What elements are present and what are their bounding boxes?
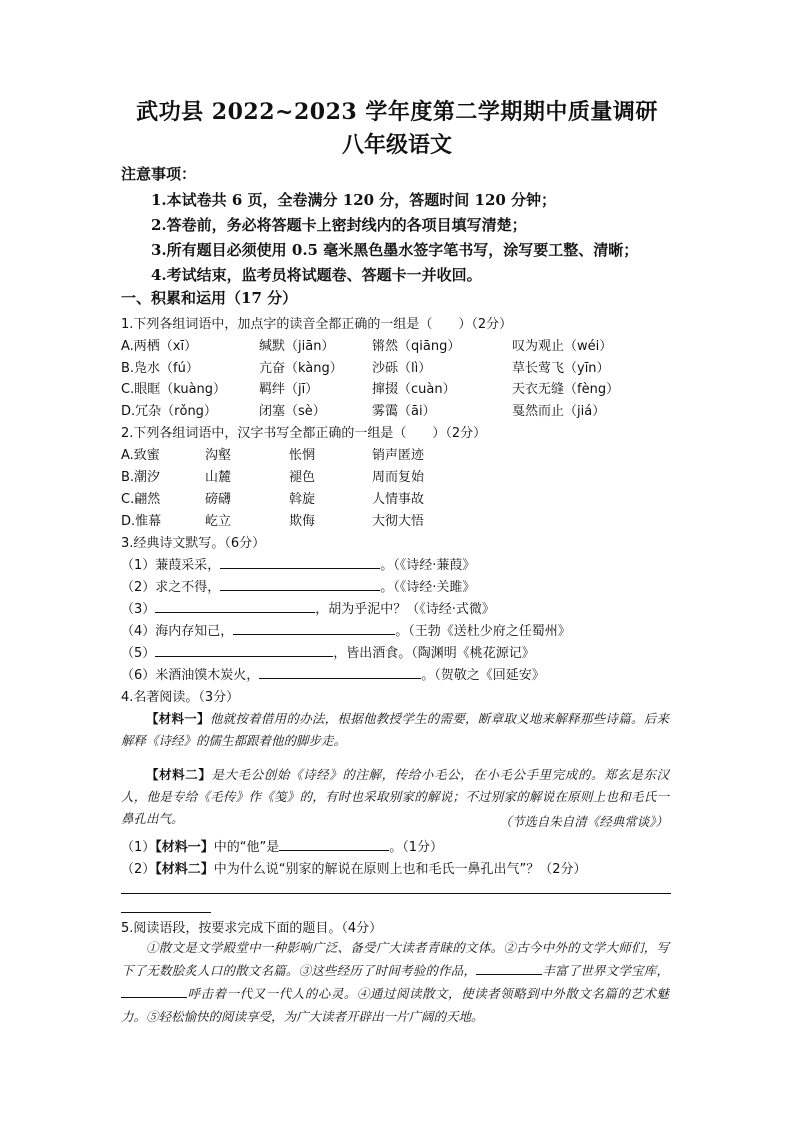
- q2-option: B.潮汐: [121, 470, 161, 485]
- recitation-line: [121, 642, 535, 661]
- note-item: 2.答卷前，务必将答题卡上密封线内的各项目填写清楚；: [151, 216, 527, 234]
- question-5-stem: 5.阅读语段，按要求完成下面的题目。（4分）: [121, 921, 383, 936]
- answer-blank[interactable]: [279, 838, 389, 851]
- passage-text: 呼击着一代又一代人的心灵。④通过阅读散文，使读者领略到中外散文名篇的艺术魅力。⑤轻松愉快的阅读享受，为广大读者开辟出一片广阔的天地。: [121, 986, 669, 1024]
- answer-blank[interactable]: [155, 644, 333, 657]
- material-2-label: 【材料二】: [146, 767, 212, 782]
- question-2-stem: 2.下列各组词语中，汉字书写全都正确的一组是（ ）（2分）: [121, 426, 487, 441]
- q1-option: 戛然而止（jiá）: [512, 404, 606, 419]
- q1-option: 亢奋（kàng）: [259, 361, 343, 376]
- recitation-prefix: （2）求之不得，: [121, 580, 221, 595]
- recitation-prefix: （4）海内存知己，: [121, 624, 234, 639]
- q2-option: 人情事故: [372, 492, 425, 507]
- q2-option: 欺侮: [289, 514, 316, 529]
- q1-option: 天衣无缝（fèng）: [512, 382, 620, 397]
- q1-option: 闭塞（sè）: [259, 404, 326, 419]
- answer-line[interactable]: [121, 912, 211, 913]
- recitation-suffix: 。（《诗经·蒹葭》: [380, 558, 476, 573]
- recitation-line: [121, 664, 545, 683]
- q1-option: C.眼眶（kuàng）: [121, 382, 227, 397]
- section-title: 一、积累和运用（17 分）: [121, 289, 298, 307]
- q2-option: 磅礴: [205, 492, 232, 507]
- q1-option: 锵然（qiāng）: [372, 339, 461, 354]
- recitation-suffix: 。（《诗经·关雎》: [380, 580, 476, 595]
- recitation-prefix: （3）: [121, 602, 156, 617]
- q2-option: 怅惘: [289, 448, 316, 463]
- q2-option: C.翩然: [121, 492, 161, 507]
- q1-option: 缄默（jiān）: [259, 339, 335, 354]
- q1-option: 羁绊（jī）: [259, 382, 319, 397]
- recitation-suffix: ，胡为乎泥中？（《诗经·式微》: [315, 602, 495, 617]
- answer-blank[interactable]: [259, 666, 421, 679]
- question-3-stem: 3.经典诗文默写。（6分）: [121, 536, 266, 551]
- answer-blank[interactable]: [220, 556, 380, 569]
- recitation-line: [121, 576, 475, 595]
- question-1-stem: 1.下列各组词语中，加点字的读音全都正确的一组是（ ）（2分）: [121, 317, 513, 332]
- sub-text: 中的“他”是: [213, 840, 280, 855]
- sub-score: 。（1分）: [389, 840, 444, 855]
- q4-subquestion-2: [121, 858, 587, 877]
- q2-option: 斡旋: [289, 492, 316, 507]
- q2-option: 褪色: [289, 470, 316, 485]
- material-1-text: 他就按着借用的办法，根据他教授学生的需要，断章取义地来解释那些诗篇。后来解释《诗经》的儒生都跟着他的脚步走。: [121, 711, 669, 748]
- sub-number: （2）: [121, 862, 156, 877]
- note-item: 3.所有题目必须使用 0.5 毫米黑色墨水签字笔书写，涂写要工整、清晰；: [151, 241, 639, 259]
- answer-blank[interactable]: [121, 985, 187, 998]
- recitation-prefix: （5）: [121, 646, 156, 661]
- q2-option: 山麓: [205, 470, 232, 485]
- answer-blank[interactable]: [233, 622, 395, 635]
- q4-subquestion-1: [121, 836, 443, 855]
- passage-text: 丰富了世界文学宝库，: [542, 963, 669, 978]
- material-1-label: 【材料一】: [146, 711, 210, 726]
- reading-passage: [121, 936, 669, 1028]
- sub-material-label: 【材料二】: [155, 862, 214, 877]
- recitation-suffix: 。（王勃《送杜少府之任蜀州》: [395, 624, 571, 639]
- recitation-line: [121, 620, 571, 639]
- q1-option: 叹为观止（wéi）: [512, 339, 613, 354]
- answer-line[interactable]: [121, 893, 671, 894]
- q2-option: 大彻大悟: [372, 514, 425, 529]
- question-4-stem: 4.名著阅读。（3分）: [121, 690, 240, 705]
- sub-material-label: 【材料一】: [155, 840, 214, 855]
- recitation-line: [121, 554, 475, 573]
- material-1: [121, 708, 669, 752]
- q1-option: D.冗杂（rǒng）: [121, 404, 217, 419]
- q1-option: A.两栖（xī）: [121, 339, 198, 354]
- q2-option: 周而复始: [372, 470, 425, 485]
- q2-option: A.致蜜: [121, 448, 160, 463]
- notes-heading: 注意事项：: [121, 165, 197, 183]
- note-item: 4.考试结束，监考员将试题卷、答题卡一并收回。: [151, 266, 482, 284]
- recitation-prefix: （1）蒹葭采采，: [121, 558, 221, 573]
- q2-option: D.惟幕: [121, 514, 162, 529]
- q1-option: 草长莺飞（yīn）: [512, 361, 610, 376]
- exam-subtitle: 八年级语文: [341, 132, 452, 158]
- material-source: （节选自朱自清《经典常谈》）: [499, 814, 668, 829]
- recitation-suffix: ，皆出酒食。（陶渊明《桃花源记》: [333, 646, 535, 661]
- recitation-prefix: （6）米酒油馍木炭火，: [121, 668, 260, 683]
- material-2-text: 是大毛公创始《诗经》的注解，传给小毛公，在小毛公手里完成的。郑玄是东汉人，他是专给《毛传》作《笺》的，有时也采取别家的解说；不过别家的解说在原则上也和毛氏一鼻孔出气。: [121, 767, 669, 826]
- answer-blank[interactable]: [220, 578, 380, 591]
- q2-option: 沟壑: [205, 448, 232, 463]
- answer-blank[interactable]: [155, 600, 315, 613]
- exam-title: 武功县 2022~2023 学年度第二学期期中质量调研: [136, 99, 658, 125]
- q1-option: B.凫水（fú）: [121, 361, 199, 376]
- q1-option: 雾霭（āi）: [372, 404, 436, 419]
- recitation-suffix: 。（贺敬之《回延安》: [421, 668, 545, 683]
- sub-number: （1）: [121, 840, 156, 855]
- q2-option: 屹立: [205, 514, 232, 529]
- note-item: 1.本试卷共 6 页，全卷满分 120 分，答题时间 120 分钟；: [151, 191, 557, 209]
- recitation-line: [121, 598, 495, 617]
- answer-blank[interactable]: [476, 962, 542, 975]
- sub-text: 中为什么说“别家的解说在原则上也和毛氏一鼻孔出气”？（2分）: [213, 862, 587, 877]
- q2-option: 销声匿迹: [372, 448, 425, 463]
- q1-option: 撺掇（cuàn）: [372, 382, 456, 397]
- passage-text: ①散文是文学殿堂中一种影响广泛、备受广大读者青睐的文体。②古今中外的文学大师们，写下了无数脍炙人口的散文名篇。③这些经历了时间考验的作品，: [121, 940, 669, 978]
- q1-option: 沙砾（lì）: [372, 361, 432, 376]
